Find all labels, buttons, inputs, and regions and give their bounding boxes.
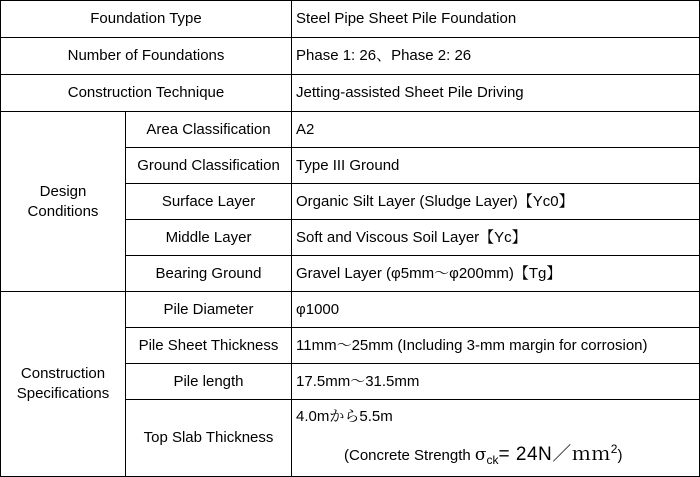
construction-specifications-line2: Specifications — [16, 385, 110, 402]
number-of-foundations-value: Phase 1: 26、Phase 2: 26 — [292, 38, 700, 75]
pile-length-label: Pile length — [126, 364, 292, 400]
construction-specifications-line1: Construction — [20, 365, 106, 382]
top-slab-thickness-range: 4.0mから5.5m — [296, 408, 393, 425]
area-classification-label: Area Classification — [126, 112, 292, 148]
bearing-ground-value: Gravel Layer (φ5mm～φ200mm)【Tg】 — [292, 256, 700, 292]
concrete-strength-note — [296, 440, 695, 469]
middle-layer-value: Soft and Viscous Soil Layer【Yc】 — [292, 220, 700, 256]
table-row-pile-diameter — [1, 292, 700, 328]
area-classification-value: A2 — [292, 112, 700, 148]
surface-layer-label: Surface Layer — [126, 184, 292, 220]
table-row-number-of-foundations — [1, 38, 700, 75]
pile-length-value: 17.5mm～31.5mm — [292, 364, 700, 400]
construction-technique-value: Jetting-assisted Sheet Pile Driving — [292, 75, 700, 112]
table-row-foundation-type — [1, 1, 700, 38]
number-of-foundations-label: Number of Foundations — [1, 38, 292, 75]
pile-sheet-thickness-value: 11mm～25mm (Including 3-mm margin for corrosion) — [292, 328, 700, 364]
design-conditions-line1: Design — [39, 182, 87, 200]
construction-specifications-group-label — [1, 292, 126, 477]
ground-classification-value: Type III Ground — [292, 148, 700, 184]
construction-technique-label: Construction Technique — [1, 75, 292, 112]
foundation-type-label: Foundation Type — [1, 1, 292, 38]
table-row-area-classification — [1, 112, 700, 148]
middle-layer-label: Middle Layer — [126, 220, 292, 256]
table-row-construction-technique — [1, 75, 700, 112]
top-slab-thickness-value — [292, 400, 700, 477]
sigma-symbol: σ — [474, 445, 487, 465]
pile-diameter-value: φ1000 — [292, 292, 700, 328]
design-conditions-group-label — [1, 112, 126, 292]
unit-superscript: 2 — [610, 442, 618, 456]
bearing-ground-label: Bearing Ground — [126, 256, 292, 292]
top-slab-thickness-label: Top Slab Thickness — [126, 400, 292, 477]
concrete-strength-suffix: ) — [617, 447, 623, 464]
pile-diameter-label: Pile Diameter — [126, 292, 292, 328]
concrete-strength-value: = 24N／ｍｍ — [498, 444, 611, 465]
concrete-strength-prefix: (Concrete Strength — [344, 447, 475, 464]
sigma-subscript: ck — [486, 453, 499, 467]
ground-classification-label: Ground Classification — [126, 148, 292, 184]
design-conditions-line2: Conditions — [27, 202, 99, 220]
foundation-type-value: Steel Pipe Sheet Pile Foundation — [292, 1, 700, 38]
pile-sheet-thickness-label: Pile Sheet Thickness — [126, 328, 292, 364]
surface-layer-value: Organic Silt Layer (Sludge Layer)【Yc0】 — [292, 184, 700, 220]
